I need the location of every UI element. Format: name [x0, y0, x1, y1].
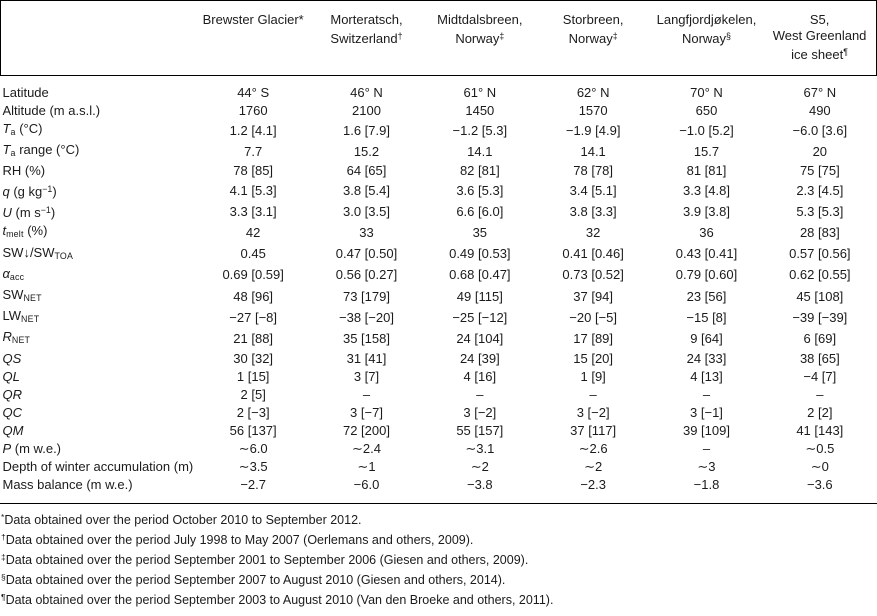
column-header-line [652, 12, 761, 28]
data-cell: 78 [85] [233, 163, 274, 179]
data-cell: – [816, 386, 824, 402]
data-cell: 1450 [465, 102, 495, 118]
text-segment: (°C) [15, 120, 43, 136]
text-segment: S5, [809, 12, 830, 27]
data-cell: – [589, 386, 597, 402]
column-header-s5 [763, 1, 876, 75]
footnotes-section [0, 504, 877, 616]
row-label [1, 368, 197, 386]
table-row [1, 180, 877, 201]
footnote: †Data obtained over the period July 1998 to May 2007 (Oerlemans and others, 2009). [1, 531, 474, 547]
data-cell: 7.7 [244, 143, 263, 159]
text-segment: range (°C) [15, 142, 80, 158]
data-cell: 3.6 [5.3] [456, 182, 504, 198]
text-segment: Storbreen, [562, 12, 624, 27]
column-header-line [538, 12, 647, 28]
row-label [1, 201, 197, 222]
table-row [1, 350, 877, 368]
text-segment: NET [21, 314, 40, 325]
data-cell: 70° N [690, 84, 723, 100]
data-cell: ∼0 [810, 458, 829, 474]
table-row [1, 75, 877, 102]
data-cell: 3.9 [3.8] [682, 203, 730, 219]
text-segment: QS [2, 350, 22, 366]
text-segment: QM [2, 422, 24, 438]
data-cell: 4 [16] [463, 368, 497, 384]
text-segment: Depth of winter accumulation (m) [2, 458, 194, 474]
table-row [1, 458, 877, 476]
text-segment: Altitude (m a.s.l.) [2, 102, 101, 118]
table-row [1, 286, 877, 307]
column-header-line [312, 12, 421, 28]
data-cell: ∼2 [584, 458, 603, 474]
table-row [1, 244, 877, 265]
row-label [1, 102, 197, 120]
data-cell: 490 [808, 102, 831, 118]
row-label [1, 404, 197, 422]
column-header-morteratsch [310, 1, 423, 75]
text-segment: SW↓/SW [2, 244, 55, 260]
column-header-langfjordjokelen [650, 1, 763, 75]
data-cell: 2 [−3] [236, 404, 270, 420]
row-label [1, 180, 197, 201]
text-segment: −1 [40, 205, 51, 216]
corner-cell [1, 1, 197, 75]
column-header-line [199, 12, 308, 28]
data-cell: 38 [65] [799, 350, 840, 366]
text-segment: ) [50, 205, 56, 221]
footnote: ¶Data obtained over the period September 2003 to August 2010 (Van den Broeke and others, 2011). [1, 592, 554, 608]
table-row [1, 404, 877, 422]
table-row [1, 141, 877, 162]
text-segment: Morteratsch, [330, 12, 403, 27]
text-segment: R [2, 329, 12, 345]
text-segment: Midtdalsbreen, [437, 12, 523, 27]
column-header-midtdalsbreen [423, 1, 536, 75]
data-cell: 35 [158] [342, 330, 390, 346]
text-segment: Brewster Glacier* [202, 12, 304, 27]
row-label [1, 141, 197, 162]
data-cell: 48 [96] [233, 288, 274, 304]
text-segment: T [2, 142, 11, 158]
data-cell: 67° N [803, 84, 837, 100]
text-segment: P [2, 440, 12, 456]
row-label [1, 476, 197, 503]
data-cell: 44° S [237, 84, 270, 100]
table-row [1, 307, 877, 328]
data-cell: 3 [−2] [463, 404, 497, 420]
data-cell: ∼3.1 [465, 440, 495, 456]
table-row [1, 328, 877, 349]
data-cell: −20 [−5] [569, 309, 617, 325]
footnote-mark: ¶ [1, 592, 6, 603]
data-cell: 35 [472, 224, 488, 240]
data-cell: 3.3 [4.8] [682, 182, 730, 198]
data-cell: 41 [143] [796, 422, 844, 438]
data-cell: 1.6 [7.9] [343, 122, 390, 138]
text-segment: α [2, 265, 10, 281]
data-cell: 24 [104] [456, 330, 504, 346]
data-cell: 15.2 [353, 143, 380, 159]
table-body [1, 75, 877, 502]
data-cell: 56 [137] [229, 422, 277, 438]
data-cell: 1 [15] [236, 368, 270, 384]
row-label [1, 222, 197, 243]
text-segment: LW [2, 308, 22, 324]
data-cell: −2.3 [580, 476, 606, 492]
data-cell: −1.8 [693, 476, 720, 492]
data-cell: ∼3 [697, 458, 716, 474]
data-cell: 0.47 [0.50] [335, 246, 398, 262]
data-cell: – [702, 386, 711, 402]
row-label [1, 162, 197, 180]
text-segment: ‡ [612, 31, 618, 41]
data-cell: 36 [699, 224, 714, 240]
column-header-storbreen [536, 1, 649, 75]
data-cell: 42 [245, 224, 261, 240]
data-cell: 24 [39] [459, 350, 500, 366]
data-cell: ∼2.4 [352, 440, 381, 456]
text-segment: acc [9, 271, 25, 282]
text-segment: TOA [54, 250, 74, 261]
data-cell: 61° N [463, 84, 497, 100]
row-label [1, 75, 197, 102]
data-cell: 2 [5] [240, 386, 266, 402]
text-segment: Latitude [2, 84, 49, 100]
text-segment: QC [2, 404, 22, 420]
data-cell: 0.56 [0.27] [335, 267, 398, 283]
text-segment: ice sheet [791, 46, 844, 62]
row-label [1, 350, 197, 368]
text-segment: t [2, 223, 7, 239]
text-segment: West Greenland [772, 28, 867, 43]
text-segment: U [2, 205, 12, 221]
column-header-line [312, 28, 421, 47]
column-header-line [765, 44, 874, 63]
data-cell: 49 [115] [456, 288, 503, 304]
data-cell: −39 [−39] [792, 309, 848, 325]
data-cell: 0.41 [0.46] [562, 246, 624, 262]
data-cell: 3 [7] [353, 368, 380, 384]
data-cell: 46° N [350, 84, 383, 100]
data-cell: 3.4 [5.1] [569, 182, 617, 198]
text-segment: QL [2, 368, 20, 384]
data-cell: 4 [13] [690, 368, 723, 384]
data-table [0, 1, 877, 503]
text-segment: RH (%) [2, 163, 46, 179]
data-cell: −2.7 [240, 476, 266, 492]
data-cell: – [476, 386, 484, 402]
data-cell: 24 [33] [686, 350, 727, 366]
row-label [1, 244, 197, 265]
data-cell: −6.0 [353, 476, 380, 492]
data-cell: 72 [200] [342, 422, 390, 438]
text-segment: Switzerland [330, 30, 398, 46]
data-cell: 1 [9] [580, 368, 606, 384]
row-label [1, 386, 197, 404]
row-label [1, 440, 197, 458]
column-header-line [425, 28, 534, 47]
table-row [1, 201, 877, 222]
column-header-brewster [197, 1, 310, 75]
data-cell: −6.0 [3.6] [792, 122, 848, 138]
data-cell: 6.6 [6.0] [456, 203, 504, 219]
row-label [1, 286, 197, 307]
footnote-mark: § [1, 572, 6, 583]
text-segment: † [397, 31, 403, 41]
row-label [1, 422, 197, 440]
text-segment: −1 [42, 184, 53, 195]
data-cell: 0.68 [0.47] [449, 267, 511, 283]
data-cell: 0.73 [0.52] [562, 267, 624, 283]
row-label [1, 120, 197, 141]
data-cell: 0.49 [0.53] [449, 246, 511, 262]
data-cell: 28 [83] [799, 224, 840, 240]
data-cell: −27 [−8] [229, 309, 278, 325]
data-cell: ∼6.0 [238, 440, 268, 456]
text-segment: a [10, 148, 16, 159]
data-cell: 14.1 [580, 143, 606, 159]
data-cell: 0.57 [0.56] [789, 246, 851, 262]
table-row [1, 422, 877, 440]
text-segment: QR [2, 386, 22, 402]
data-cell: 17 [89] [573, 330, 614, 346]
data-cell: 0.79 [0.60] [675, 267, 738, 283]
table-row [1, 222, 877, 243]
data-cell: 3.3 [3.1] [229, 203, 277, 219]
text-segment: q [2, 184, 10, 200]
data-cell: 3 [−1] [690, 404, 723, 420]
data-cell: 2 [2] [807, 404, 833, 420]
data-cell: −4 [7] [803, 368, 837, 384]
data-cell: −1.0 [5.2] [679, 122, 734, 138]
column-header-line [538, 28, 647, 47]
data-cell: 21 [88] [233, 330, 274, 346]
data-cell: 3.8 [3.3] [569, 203, 617, 219]
data-cell: 3.8 [5.4] [343, 182, 390, 198]
table-row [1, 368, 877, 386]
data-cell: 75 [75] [799, 163, 840, 179]
text-segment: (m w.e.) [11, 440, 62, 456]
text-segment: ¶ [843, 47, 848, 57]
data-cell: 30 [32] [233, 350, 274, 366]
data-cell: 6 [69] [803, 330, 837, 346]
data-cell: 3.0 [3.5] [343, 203, 390, 219]
column-header-line [425, 12, 534, 28]
data-cell: 15.7 [693, 143, 720, 159]
row-label [1, 458, 197, 476]
data-cell: 0.45 [240, 246, 266, 262]
footnote: §Data obtained over the period September 2007 to August 2010 (Giesen and others, 2014). [1, 572, 506, 587]
column-header-line [652, 28, 761, 47]
table-row [1, 120, 877, 141]
data-cell: 32 [585, 224, 601, 240]
data-cell: 33 [359, 224, 374, 240]
data-cell: 81 [81] [686, 163, 727, 179]
column-header-line [765, 28, 874, 44]
table-row [1, 440, 877, 458]
table-row [1, 476, 877, 503]
data-cell: 0.62 [0.55] [789, 267, 851, 283]
data-cell: 62° N [576, 84, 610, 100]
text-segment: Norway [568, 30, 613, 46]
table-grid [0, 1, 877, 504]
data-cell: 2100 [352, 102, 381, 118]
data-cell: 14.1 [467, 143, 493, 159]
data-cell: 55 [157] [456, 422, 504, 438]
text-segment: Langfjordjøkelen, [656, 12, 757, 27]
data-cell: 0.69 [0.59] [222, 267, 284, 283]
data-cell: – [702, 440, 711, 456]
data-cell: 64 [65] [346, 163, 387, 179]
data-cell: −1.2 [5.3] [452, 122, 508, 138]
data-cell: −15 [8] [686, 309, 727, 325]
data-cell: 9 [64] [690, 330, 723, 346]
data-cell: 1.2 [4.1] [229, 122, 277, 138]
footnote-mark: * [1, 511, 5, 522]
footnote: ‡Data obtained over the period September 2001 to September 2006 (Giesen and others, 2009). [1, 551, 529, 567]
text-segment: Norway [681, 30, 727, 46]
data-cell: ∼3.5 [238, 458, 268, 474]
table-row [1, 162, 877, 180]
data-cell: 31 [41] [346, 350, 387, 366]
row-label [1, 328, 197, 349]
data-cell: 37 [117] [570, 422, 617, 438]
data-cell: 45 [108] [796, 288, 844, 304]
text-segment: Mass balance (m w.e.) [2, 476, 133, 492]
text-segment: (%) [23, 223, 48, 239]
data-cell: 37 [94] [573, 288, 614, 304]
footnote: *Data obtained over the period October 2010 to September 2012. [1, 511, 362, 527]
data-cell: 39 [109] [682, 422, 730, 438]
data-cell: ∼0.5 [805, 440, 835, 456]
text-segment: NET [23, 293, 42, 304]
data-cell: −3.6 [806, 476, 833, 492]
data-cell: 23 [56] [686, 288, 727, 304]
text-segment: (m s [11, 205, 41, 221]
data-cell: ∼2 [470, 458, 489, 474]
data-cell: 15 [20] [573, 350, 614, 366]
text-segment: T [2, 120, 11, 136]
data-cell: 1570 [578, 102, 608, 118]
table-header [1, 1, 877, 75]
data-cell: 0.43 [0.41] [675, 246, 738, 262]
data-cell: 78 [78] [573, 163, 614, 179]
data-cell: 2.3 [4.5] [796, 182, 844, 198]
text-segment: (g kg [9, 184, 43, 200]
row-label [1, 265, 197, 286]
table-row [1, 102, 877, 120]
data-cell: 82 [81] [459, 163, 500, 179]
data-cell: −3.8 [466, 476, 493, 492]
text-segment: ‡ [499, 31, 505, 41]
data-cell: 650 [695, 102, 718, 118]
footnote-mark: † [1, 531, 6, 542]
data-cell: – [362, 386, 371, 402]
footnote-mark: ‡ [1, 551, 6, 562]
table-row [1, 386, 877, 404]
data-cell: 3 [−2] [576, 404, 610, 420]
text-segment: a [10, 127, 16, 138]
data-cell: 73 [179] [342, 288, 390, 304]
column-header-line [765, 12, 874, 28]
data-cell: 20 [812, 143, 828, 159]
text-segment: melt [6, 229, 24, 240]
data-cell: 4.1 [5.3] [229, 182, 277, 198]
text-segment: NET [11, 335, 31, 346]
text-segment: SW [2, 286, 24, 302]
data-cell: ∼2.6 [578, 440, 608, 456]
text-segment: ) [52, 184, 57, 200]
data-cell: ∼1 [357, 458, 376, 474]
data-cell: −25 [−12] [452, 309, 508, 325]
data-cell: −38 [−20] [339, 309, 394, 325]
table-row [1, 265, 877, 286]
text-segment: Norway [455, 30, 500, 46]
data-cell: −1.9 [4.9] [565, 122, 621, 138]
row-label [1, 307, 197, 328]
data-cell: 5.3 [5.3] [796, 203, 844, 219]
data-cell: 1760 [238, 102, 268, 118]
header-row [1, 1, 877, 75]
text-segment: § [726, 31, 731, 41]
data-cell: 3 [−7] [350, 404, 383, 420]
